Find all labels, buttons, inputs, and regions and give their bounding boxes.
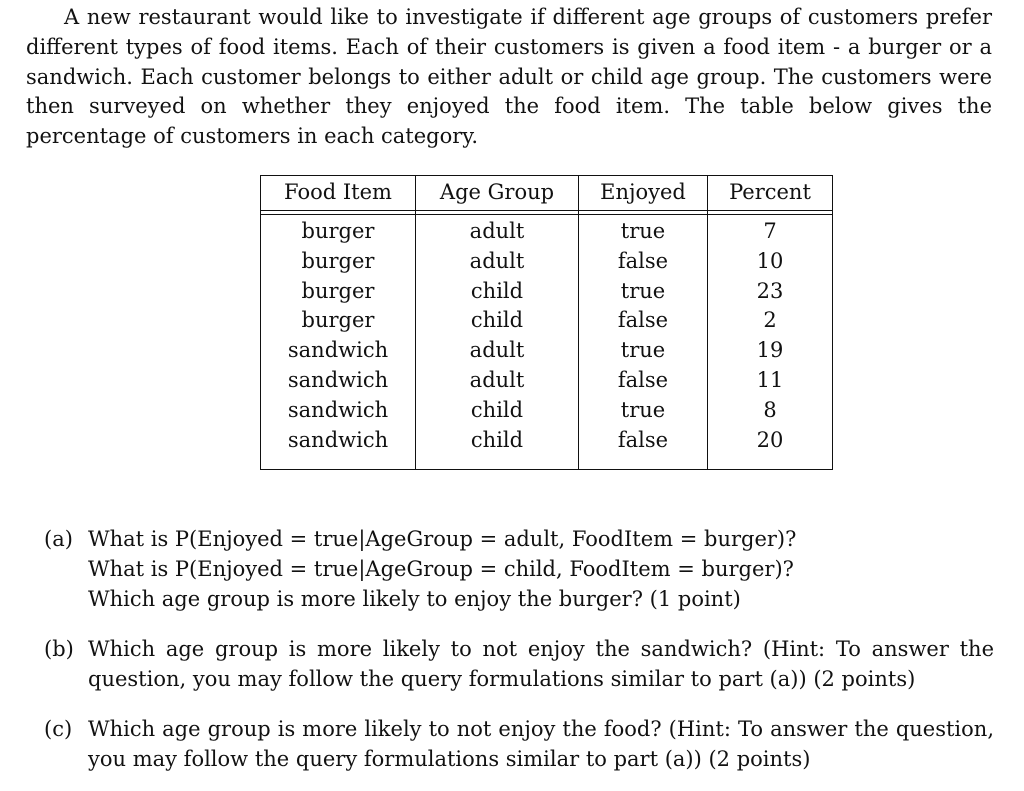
table-row [261,426,833,456]
cell-enjoyed: true [579,396,708,426]
cell-age-group: child [416,426,579,456]
cell-percent: 10 [708,247,833,277]
table-row [261,247,833,277]
table-row [261,217,833,247]
cell-food-item: sandwich [261,396,416,426]
cell-age-group: adult [416,366,579,396]
question-b [44,635,994,695]
cell-enjoyed: false [579,306,708,336]
table-header-row [261,176,833,211]
cell-percent: 20 [708,426,833,456]
question-a-line-1: What is P(Enjoyed = true|AgeGroup = adult, FoodItem = burger)? [88,527,797,551]
cell-percent: 19 [708,336,833,366]
cell-food-item: burger [261,306,416,336]
cell-food-item: sandwich [261,366,416,396]
cell-age-group: adult [416,336,579,366]
question-b-text: Which age group is more likely to not enjoy the sandwich? (Hint: To answer the question, you may follow the query formulations similar to part (a)) (2 points) [88,637,994,691]
question-c [44,715,994,775]
cell-enjoyed: false [579,366,708,396]
table-row [261,366,833,396]
cell-percent: 2 [708,306,833,336]
cell-food-item: burger [261,277,416,307]
question-a-line-3: Which age group is more likely to enjoy the burger? (1 point) [88,586,741,611]
table-row [261,277,833,307]
percentage-table [260,175,833,470]
header-enjoyed: Enjoyed [579,176,708,211]
cell-age-group: child [416,277,579,307]
question-a [44,525,994,614]
intro-paragraph: A new restaurant would like to investigate if different age groups of customers prefer different types of food items. Each of their customers is given a food item - a burger or a sandwich. Each customer belongs to either adult or child age group. The customers were then surveyed on whether they enjoyed the food item. The table below gives the percentage of customers in each category. [26,5,992,149]
cell-enjoyed: true [579,336,708,366]
cell-age-group: adult [416,217,579,247]
cell-food-item: sandwich [261,336,416,366]
question-a-line-2: What is P(Enjoyed = true|AgeGroup = child, FoodItem = burger)? [88,556,794,581]
question-label: (a) [44,527,73,551]
table-row [261,336,833,366]
cell-enjoyed: false [579,426,708,456]
cell-percent: 23 [708,277,833,307]
cell-food-item: sandwich [261,426,416,456]
cell-percent: 8 [708,396,833,426]
header-percent: Percent [708,176,833,211]
table-row [261,396,833,426]
cell-percent: 11 [708,366,833,396]
cell-age-group: child [416,306,579,336]
cell-food-item: burger [261,217,416,247]
cell-age-group: child [416,396,579,426]
cell-age-group: adult [416,247,579,277]
cell-food-item: burger [261,247,416,277]
header-food-item: Food Item [261,176,416,211]
question-label: (b) [44,637,74,661]
table-row [261,306,833,336]
cell-enjoyed: false [579,247,708,277]
question-label: (c) [44,717,73,741]
question-c-text: Which age group is more likely to not enjoy the food? (Hint: To answer the question, you may follow the query formulations similar to part (a)) (2 points) [88,717,994,771]
cell-enjoyed: true [579,217,708,247]
header-age-group: Age Group [416,176,579,211]
cell-enjoyed: true [579,277,708,307]
cell-percent: 7 [708,217,833,247]
percentage-table-container [260,175,833,470]
